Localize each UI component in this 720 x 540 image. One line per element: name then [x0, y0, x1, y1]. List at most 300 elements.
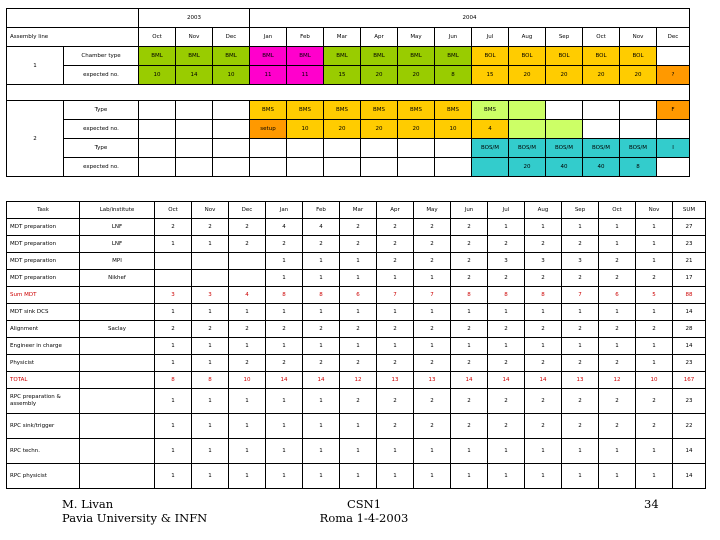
- value-cell: 1: [525, 464, 562, 489]
- value-cell: 8: [192, 372, 229, 389]
- table-row: [7, 372, 706, 389]
- value-cell: 1: [414, 270, 451, 287]
- value-cell: 1: [414, 338, 451, 355]
- value-cell: 2: [562, 321, 599, 338]
- assembly-schedule-table: [6, 8, 690, 177]
- column-header: Jul: [488, 202, 525, 219]
- value-cell: 1: [451, 439, 488, 464]
- value-cell: 2: [525, 389, 562, 414]
- page-number: 34: [644, 497, 659, 511]
- type-cell: [176, 101, 213, 120]
- value-cell: 1: [488, 464, 525, 489]
- value-cell: 1: [229, 338, 266, 355]
- value-cell: [192, 270, 229, 287]
- value-cell: 1: [155, 414, 192, 439]
- value-cell: 2: [488, 321, 525, 338]
- month-header: Oct: [583, 28, 620, 47]
- type-cell: BMS: [287, 101, 324, 120]
- value-cell: 2: [451, 414, 488, 439]
- expected-cell: [583, 120, 620, 139]
- type-cell: [546, 101, 583, 120]
- chamber-type-cell: BML: [213, 47, 250, 66]
- value-cell: 1: [303, 304, 340, 321]
- value-cell: 1: [451, 338, 488, 355]
- value-cell: 2: [636, 321, 673, 338]
- expected-cell: 20: [324, 120, 361, 139]
- value-cell: 7: [414, 287, 451, 304]
- type-cell: [176, 139, 213, 158]
- value-cell: 1: [636, 236, 673, 253]
- meeting-name: CSN1: [346, 497, 382, 511]
- month-header: Sep: [546, 28, 583, 47]
- value-cell: 1: [488, 304, 525, 321]
- lab-cell: [80, 372, 155, 389]
- column-header: Apr: [377, 202, 414, 219]
- value-cell: 1: [414, 304, 451, 321]
- expected-label: expected no.: [64, 120, 139, 139]
- value-cell: 1: [636, 253, 673, 270]
- manpower-table: [6, 201, 706, 489]
- month-header: Nov: [620, 28, 657, 47]
- value-cell: 2: [377, 389, 414, 414]
- value-cell: 1: [266, 253, 303, 270]
- value-cell: 14: [673, 304, 706, 321]
- value-cell: 1: [488, 338, 525, 355]
- value-cell: 2: [414, 414, 451, 439]
- expected-cell: 8: [620, 158, 657, 177]
- value-cell: 1: [303, 439, 340, 464]
- value-cell: 23: [673, 389, 706, 414]
- column-header: Nov: [192, 202, 229, 219]
- month-header: Jul: [472, 28, 509, 47]
- value-cell: 3: [155, 287, 192, 304]
- chamber-type-cell: BOL: [472, 47, 509, 66]
- column-header: Jun: [451, 202, 488, 219]
- task-cell: Sum MDT: [7, 287, 80, 304]
- value-cell: 22: [673, 414, 706, 439]
- value-cell: 1: [192, 414, 229, 439]
- value-cell: 2: [229, 236, 266, 253]
- month-row: [7, 28, 690, 47]
- lab-cell: [80, 304, 155, 321]
- value-cell: 1: [599, 439, 636, 464]
- value-cell: 1: [266, 338, 303, 355]
- chamber-type-cell: [657, 47, 690, 66]
- value-cell: 2: [525, 321, 562, 338]
- value-cell: 1: [192, 389, 229, 414]
- value-cell: 1: [155, 439, 192, 464]
- value-cell: 2: [303, 321, 340, 338]
- month-header: Mar: [324, 28, 361, 47]
- value-cell: 2: [340, 236, 377, 253]
- column-header: Sep: [562, 202, 599, 219]
- expected-cell: [139, 120, 176, 139]
- table-row: [7, 439, 706, 464]
- chamber-type-cell: BOL: [509, 47, 546, 66]
- value-cell: 1: [599, 338, 636, 355]
- type-cell: F: [657, 101, 690, 120]
- type-cell: [583, 101, 620, 120]
- chamber-type-cell: BML: [324, 47, 361, 66]
- task-cell: RPC techn.: [7, 439, 80, 464]
- task-cell: MDT preparation: [7, 219, 80, 236]
- column-header: Task: [7, 202, 80, 219]
- value-cell: 2: [414, 253, 451, 270]
- value-cell: 1: [229, 439, 266, 464]
- value-cell: 1: [192, 304, 229, 321]
- value-cell: 28: [673, 321, 706, 338]
- value-cell: 2: [414, 321, 451, 338]
- chamber-type-cell: BML: [435, 47, 472, 66]
- value-cell: 1: [562, 439, 599, 464]
- value-cell: 2: [562, 414, 599, 439]
- task-cell: Physicist: [7, 355, 80, 372]
- value-cell: 1: [192, 439, 229, 464]
- table-row: [7, 253, 706, 270]
- value-cell: 17: [673, 270, 706, 287]
- value-cell: 1: [229, 389, 266, 414]
- value-cell: 2: [599, 270, 636, 287]
- value-cell: 1: [562, 464, 599, 489]
- value-cell: 88: [673, 287, 706, 304]
- type-cell: [139, 139, 176, 158]
- value-cell: 2: [414, 389, 451, 414]
- value-cell: 167: [673, 372, 706, 389]
- value-cell: 4: [266, 219, 303, 236]
- expected-cell: [176, 120, 213, 139]
- task-cell: MDT sink DCS: [7, 304, 80, 321]
- type-cell: [213, 101, 250, 120]
- blank-cell: [7, 9, 139, 28]
- value-cell: 10: [229, 372, 266, 389]
- value-cell: 4: [229, 287, 266, 304]
- value-cell: 2: [377, 219, 414, 236]
- value-cell: 2: [562, 270, 599, 287]
- table-row: [7, 304, 706, 321]
- value-cell: 8: [266, 287, 303, 304]
- table-row: [7, 270, 706, 287]
- expected-cell: 20: [509, 66, 546, 85]
- lab-cell: Saclay: [80, 321, 155, 338]
- lab-cell: Nikhef: [80, 270, 155, 287]
- month-header: Oct: [139, 28, 176, 47]
- expected-cell: 4: [472, 120, 509, 139]
- line-1-label: 1: [7, 47, 64, 85]
- type-cell: [250, 139, 287, 158]
- value-cell: 1: [266, 464, 303, 489]
- value-cell: 21: [673, 253, 706, 270]
- value-cell: 1: [192, 236, 229, 253]
- value-cell: 12: [599, 372, 636, 389]
- value-cell: 2: [377, 414, 414, 439]
- column-header: Dec: [229, 202, 266, 219]
- value-cell: 8: [303, 287, 340, 304]
- expected-cell: 10: [139, 66, 176, 85]
- type-cell: BOS/M: [583, 139, 620, 158]
- value-cell: 1: [525, 304, 562, 321]
- column-header: Jan: [266, 202, 303, 219]
- value-cell: 2: [340, 219, 377, 236]
- value-cell: 2: [451, 253, 488, 270]
- table-row: [7, 338, 706, 355]
- value-cell: 2: [266, 355, 303, 372]
- task-cell: TOTAL: [7, 372, 80, 389]
- value-cell: 2: [303, 355, 340, 372]
- value-cell: 8: [488, 287, 525, 304]
- value-cell: 2: [525, 414, 562, 439]
- value-cell: 2: [192, 219, 229, 236]
- column-header: May: [414, 202, 451, 219]
- value-cell: 2: [155, 219, 192, 236]
- value-cell: 1: [192, 355, 229, 372]
- value-cell: 1: [266, 304, 303, 321]
- year-2004: 2004: [250, 9, 690, 28]
- value-cell: [229, 253, 266, 270]
- type-cell: BMS: [435, 101, 472, 120]
- expected-cell: [287, 158, 324, 177]
- value-cell: 1: [488, 219, 525, 236]
- value-cell: 2: [636, 414, 673, 439]
- expected-cell: [250, 158, 287, 177]
- value-cell: 1: [266, 270, 303, 287]
- value-cell: 14: [451, 372, 488, 389]
- value-cell: 1: [303, 253, 340, 270]
- value-cell: 1: [155, 338, 192, 355]
- value-cell: 1: [599, 304, 636, 321]
- expected-cell: 20: [398, 66, 435, 85]
- meeting-date: Roma 1-4-2003: [319, 511, 409, 525]
- value-cell: 2: [229, 355, 266, 372]
- expected-cell: 20: [361, 66, 398, 85]
- value-cell: 1: [303, 389, 340, 414]
- expected-cell: [472, 158, 509, 177]
- value-cell: 1: [266, 439, 303, 464]
- value-cell: 1: [303, 414, 340, 439]
- expected-cell: 11: [250, 66, 287, 85]
- value-cell: 1: [303, 270, 340, 287]
- value-cell: 1: [562, 338, 599, 355]
- month-header: Jan: [250, 28, 287, 47]
- value-cell: 1: [599, 464, 636, 489]
- type-cell: BMS: [361, 101, 398, 120]
- value-cell: 2: [451, 321, 488, 338]
- footer-meeting: [316, 497, 412, 525]
- column-header: Nov: [636, 202, 673, 219]
- author-affiliation: Pavia University & INFN: [62, 511, 208, 525]
- value-cell: 2: [192, 321, 229, 338]
- value-cell: 2: [377, 321, 414, 338]
- lab-cell: [80, 338, 155, 355]
- column-header: Lab/institute: [80, 202, 155, 219]
- value-cell: 2: [599, 321, 636, 338]
- expected-cell: 20: [361, 120, 398, 139]
- value-cell: 2: [377, 355, 414, 372]
- expected-cell: [509, 120, 546, 139]
- value-cell: 1: [155, 304, 192, 321]
- task-cell: RPC preparation & assembly: [7, 389, 80, 414]
- value-cell: 10: [636, 372, 673, 389]
- expected-cell: [546, 120, 583, 139]
- table-row: [7, 219, 706, 236]
- value-cell: 1: [451, 304, 488, 321]
- month-header: May: [398, 28, 435, 47]
- expected-cell: 20: [583, 66, 620, 85]
- value-cell: 23: [673, 355, 706, 372]
- value-cell: 2: [451, 355, 488, 372]
- value-cell: 2: [451, 389, 488, 414]
- value-cell: 1: [377, 464, 414, 489]
- value-cell: 1: [525, 439, 562, 464]
- value-cell: 2: [414, 236, 451, 253]
- value-cell: 13: [562, 372, 599, 389]
- value-cell: 2: [229, 321, 266, 338]
- task-cell: MDT preparation: [7, 253, 80, 270]
- month-header: Nov: [176, 28, 213, 47]
- expected-cell: [213, 120, 250, 139]
- value-cell: 1: [636, 439, 673, 464]
- value-cell: 1: [451, 464, 488, 489]
- expected-cell: [657, 120, 690, 139]
- value-cell: 2: [155, 321, 192, 338]
- value-cell: 1: [266, 414, 303, 439]
- column-header: Oct: [599, 202, 636, 219]
- type-cell: BMS: [472, 101, 509, 120]
- type-cell: [620, 101, 657, 120]
- value-cell: 6: [340, 287, 377, 304]
- expected-cell: setup: [250, 120, 287, 139]
- value-cell: 14: [525, 372, 562, 389]
- expected-cell: [139, 158, 176, 177]
- lab-cell: [80, 439, 155, 464]
- expected-cell: [657, 158, 690, 177]
- value-cell: 1: [636, 219, 673, 236]
- type-cell: BOS/M: [472, 139, 509, 158]
- task-cell: MDT preparation: [7, 270, 80, 287]
- chamber-type-cell: BML: [361, 47, 398, 66]
- value-cell: 1: [636, 338, 673, 355]
- value-cell: 1: [303, 464, 340, 489]
- value-cell: 14: [673, 439, 706, 464]
- lab-cell: [80, 287, 155, 304]
- value-cell: 1: [266, 389, 303, 414]
- value-cell: 1: [155, 355, 192, 372]
- chamber-type-cell: BOL: [620, 47, 657, 66]
- value-cell: 2: [599, 389, 636, 414]
- value-cell: 1: [562, 304, 599, 321]
- value-cell: 1: [192, 464, 229, 489]
- value-cell: 5: [636, 287, 673, 304]
- value-cell: 1: [192, 338, 229, 355]
- value-cell: 1: [229, 414, 266, 439]
- type-cell: [287, 139, 324, 158]
- value-cell: 1: [377, 304, 414, 321]
- value-cell: 2: [562, 236, 599, 253]
- expected-label: expected no.: [64, 66, 139, 85]
- expected-cell: [324, 158, 361, 177]
- value-cell: 1: [155, 236, 192, 253]
- type-label: Type: [64, 101, 139, 120]
- value-cell: 1: [303, 338, 340, 355]
- value-cell: 1: [340, 439, 377, 464]
- value-cell: 1: [340, 304, 377, 321]
- expected-cell: 11: [287, 66, 324, 85]
- type-cell: [435, 139, 472, 158]
- value-cell: 1: [377, 338, 414, 355]
- chamber-type-cell: BML: [398, 47, 435, 66]
- column-header: Oct: [155, 202, 192, 219]
- task-cell: RPC sink/trigger: [7, 414, 80, 439]
- value-cell: 1: [340, 270, 377, 287]
- value-cell: 27: [673, 219, 706, 236]
- expected-cell: 8: [435, 66, 472, 85]
- lab-cell: [80, 414, 155, 439]
- value-cell: 2: [525, 236, 562, 253]
- task-cell: RPC physicist: [7, 464, 80, 489]
- value-cell: 2: [340, 389, 377, 414]
- value-cell: 7: [377, 287, 414, 304]
- chamber-type-label: Chamber type: [64, 47, 139, 66]
- value-cell: 1: [340, 414, 377, 439]
- task-cell: Alignment: [7, 321, 80, 338]
- expected-cell: [176, 158, 213, 177]
- value-cell: 2: [229, 219, 266, 236]
- value-cell: 1: [229, 464, 266, 489]
- value-cell: 1: [155, 389, 192, 414]
- type-cell: BMS: [250, 101, 287, 120]
- value-cell: 3: [525, 253, 562, 270]
- column-header: Aug: [525, 202, 562, 219]
- value-cell: 1: [340, 338, 377, 355]
- column-header: SUM: [673, 202, 706, 219]
- chamber-type-cell: BML: [287, 47, 324, 66]
- value-cell: 3: [192, 287, 229, 304]
- expected-cell: 20: [546, 66, 583, 85]
- value-cell: 4: [303, 219, 340, 236]
- chamber-type-cell: BML: [176, 47, 213, 66]
- value-cell: 1: [636, 464, 673, 489]
- expected-cell: 15: [472, 66, 509, 85]
- value-cell: 2: [636, 389, 673, 414]
- line-2-label: 2: [7, 101, 64, 177]
- expected-cell: 15: [324, 66, 361, 85]
- assembly-line-label: Assembly line: [7, 28, 139, 47]
- year-2003: 2003: [139, 9, 250, 28]
- author-name: M. Livan: [62, 497, 114, 511]
- value-cell: 1: [562, 219, 599, 236]
- chamber-type-cell: BML: [139, 47, 176, 66]
- value-cell: 2: [303, 236, 340, 253]
- separator-row: [7, 85, 690, 101]
- value-cell: 2: [525, 270, 562, 287]
- table-row: [7, 355, 706, 372]
- value-cell: 2: [414, 355, 451, 372]
- header-row: [7, 202, 706, 219]
- chamber-type-cell: BOL: [546, 47, 583, 66]
- value-cell: 2: [488, 270, 525, 287]
- value-cell: 2: [340, 355, 377, 372]
- month-header: Dec: [657, 28, 690, 47]
- value-cell: 2: [451, 236, 488, 253]
- lab-cell: [80, 464, 155, 489]
- value-cell: 3: [562, 253, 599, 270]
- value-cell: 12: [340, 372, 377, 389]
- value-cell: 2: [488, 236, 525, 253]
- table-row: [7, 414, 706, 439]
- month-header: Aug: [509, 28, 546, 47]
- value-cell: 2: [488, 355, 525, 372]
- value-cell: 2: [599, 414, 636, 439]
- type-cell: I: [657, 139, 690, 158]
